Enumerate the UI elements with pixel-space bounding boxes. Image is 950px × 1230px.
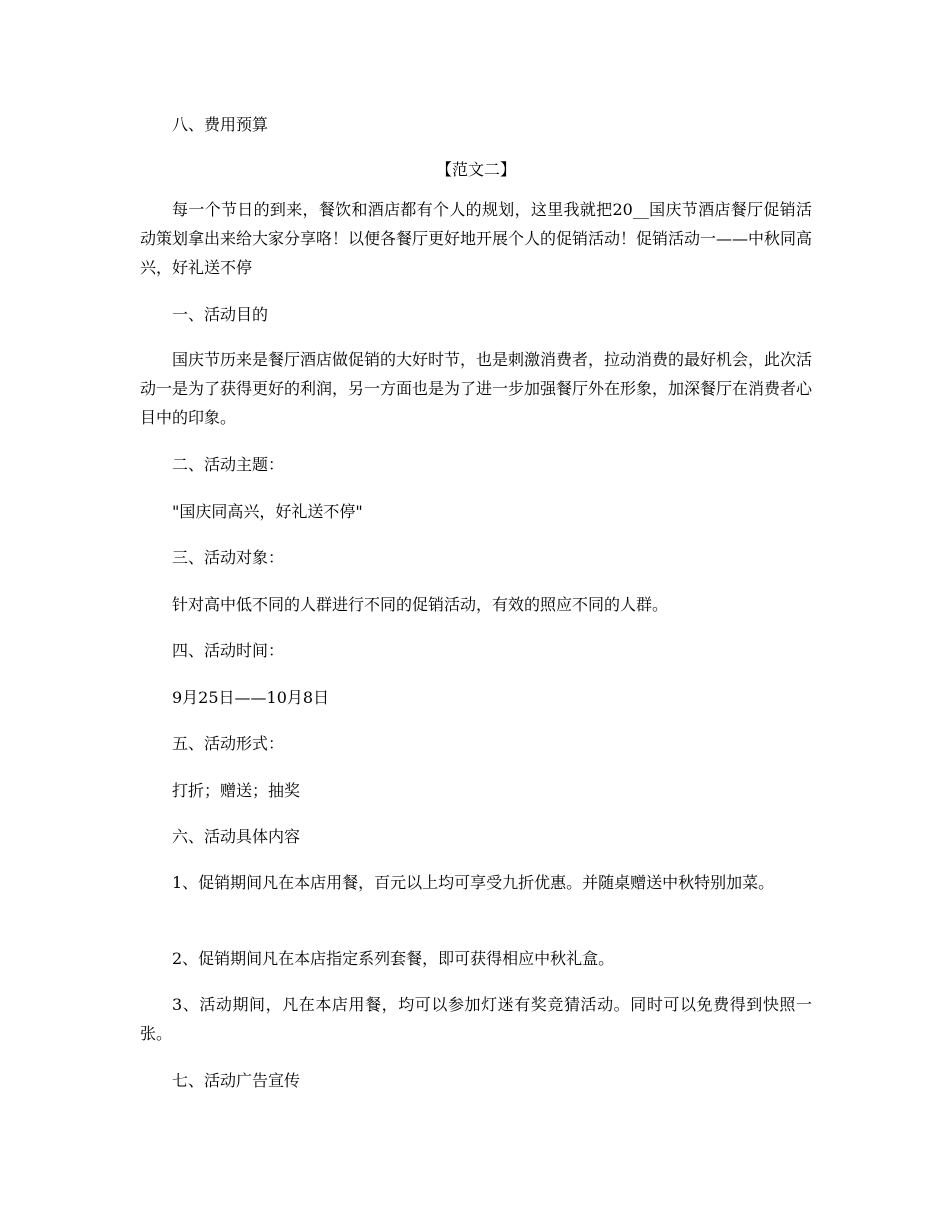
- purpose-paragraph: 国庆节历来是餐厅酒店做促销的大好时节，也是刺激消费者，拉动消费的最好机会，此次活动一是为了获得更好的利润，另一方面也是为了进一步加强餐厅外在形象，加深餐厅在消费者心目中的印象。: [140, 350, 813, 427]
- format-text: 打折；赠送；抽奖: [172, 781, 301, 800]
- section-heading-purpose: 一、活动目的: [172, 305, 269, 324]
- section-heading-advertising: 七、活动广告宣传: [172, 1071, 301, 1090]
- content-item-3: 3、活动期间，凡在本店用餐，均可以参加灯迷有奖竞猜活动。同时可以免费得到快照一张。: [140, 995, 812, 1043]
- section-heading-format: 五、活动形式：: [172, 734, 285, 753]
- time-text: 9月25日——10月8日: [172, 688, 330, 707]
- theme-text: "国庆同高兴，好礼送不停": [172, 502, 363, 521]
- section-heading-content: 六、活动具体内容: [172, 827, 301, 846]
- section-heading-theme: 二、活动主题：: [172, 455, 285, 474]
- section-heading-budget: 八、费用预算: [172, 115, 269, 134]
- document-subtitle: 【范文二】: [435, 160, 516, 179]
- content-item-2: 2、促销期间凡在本店指定系列套餐，即可获得相应中秋礼盒。: [172, 949, 615, 968]
- section-heading-time: 四、活动时间：: [172, 641, 285, 660]
- content-item-1: 1、促销期间凡在本店用餐，百元以上均可享受九折优惠。并随桌赠送中秋特别加菜。: [172, 873, 775, 892]
- section-heading-audience: 三、活动对象：: [172, 548, 285, 567]
- audience-text: 针对高中低不同的人群进行不同的促销活动，有效的照应不同的人群。: [172, 595, 669, 614]
- intro-paragraph: 每一个节日的到来，餐饮和酒店都有个人的规划，这里我就把20__国庆节酒店餐厅促销活动策划拿出来给大家分享咯！以便各餐厅更好地开展个人的促销活动！促销活动一——中秋同高兴，好礼送不停: [140, 200, 813, 277]
